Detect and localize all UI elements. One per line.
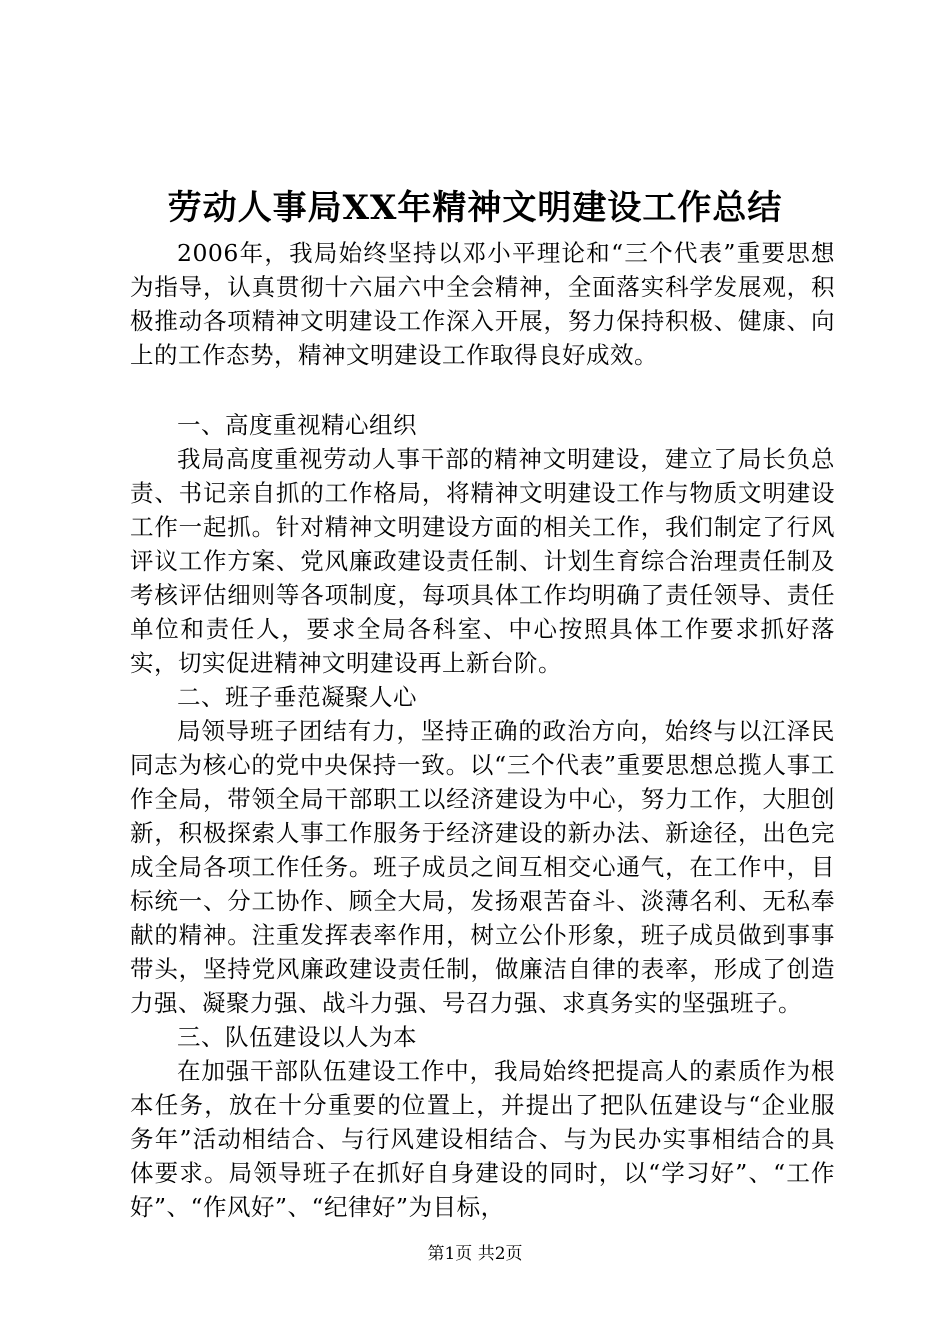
intro-paragraph: 2006年，我局始终坚持以邓小平理论和“三个代表”重要思想为指导，认真贯彻十六届六中全会精神，全面落实科学发展观，积极推动各项精神文明建设工作深入开展，努力保持积极、健康、向上的工作态势，精神文明建设工作取得良好成效。 — [130, 239, 835, 369]
section-heading-3: 三、队伍建设以人为本 — [177, 1023, 417, 1051]
document-title: 劳动人事局XX年精神文明建设工作总结 — [167, 188, 783, 228]
section-paragraph-3: 在加强干部队伍建设工作中，我局始终把提高人的素质作为根本任务，放在十分重要的位置上，并提出了把队伍建设与“企业服务年”活动相结合、与行风建设相结合、与为民办实事相结合的具体要求。局领导班子在抓好自身建设的同时，以“学习好”、“工作好”、“作风好”、“纪律好”为目标， — [130, 1057, 835, 1221]
section-paragraph-2: 局领导班子团结有力，坚持正确的政治方向，始终与以江泽民同志为核心的党中央保持一致。以“三个代表”重要思想总揽人事工作全局，带领全局干部职工以经济建设为中心，努力工作，大胆创新，积极探索人事工作服务于经济建设的新办法、新途径，出色完成全局各项工作任务。班子成员之间互相交心通气，在工作中，目标统一、分工协作、顾全大局，发扬艰苦奋斗、淡薄名利、无私奉献的精神。注重发挥表率作用，树立公仆形象，班子成员做到事事带头，坚持党风廉政建设责任制，做廉洁自律的表率，形成了创造力强、凝聚力强、战斗力强、号召力强、求真务实的坚强班子。 — [130, 717, 835, 1017]
document-body — [130, 236, 835, 1224]
section-heading-2: 二、班子垂范凝聚人心 — [177, 683, 417, 711]
section-heading-1: 一、高度重视精心组织 — [177, 411, 417, 439]
page-footer: 第1页 共2页 — [427, 1244, 523, 1264]
section-paragraph-1: 我局高度重视劳动人事干部的精神文明建设，建立了局长负总责、书记亲自抓的工作格局，将精神文明建设工作与物质文明建设工作一起抓。针对精神文明建设方面的相关工作，我们制定了行风评议工作方案、党风廉政建设责任制、计划生育综合治理责任制及考核评估细则等各项制度，每项具体工作均明确了责任领导、责任单位和责任人，要求全局各科室、中心按照具体工作要求抓好落实，切实促进精神文明建设再上新台阶。 — [130, 445, 835, 677]
